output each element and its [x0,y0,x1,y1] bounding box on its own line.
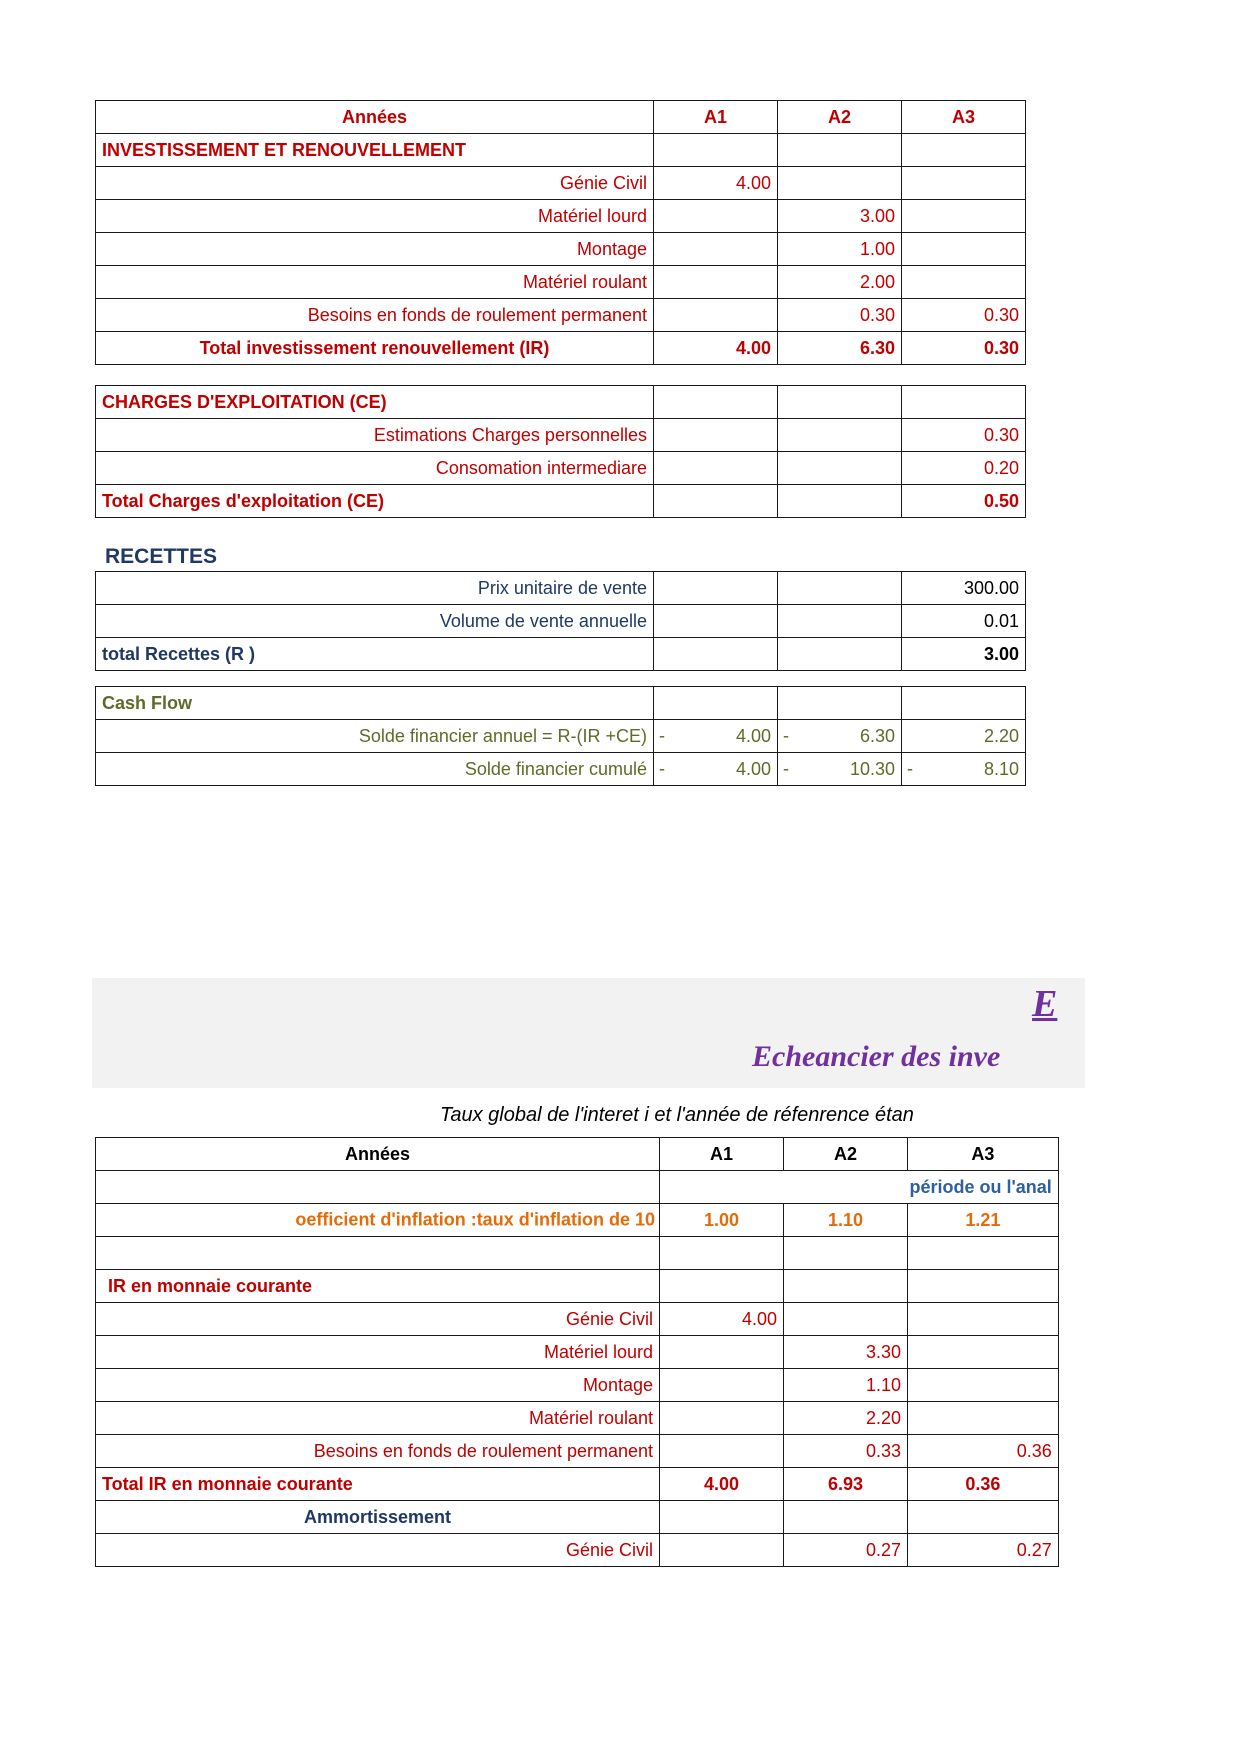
row-value-a1 [660,1336,784,1369]
row-value-a3: 0.30 [902,299,1026,332]
row-value-a1 [654,266,778,299]
row-value-a1 [654,605,778,638]
cell-empty [908,1270,1059,1303]
header-a2: A2 [778,101,902,134]
total-value-a2: 6.93 [784,1468,908,1501]
row-value-a3 [902,720,1026,753]
echeancier-banner [92,978,1085,1088]
value-text: 10.30 [849,758,895,779]
cell-empty [784,1171,908,1204]
coefficient-label [96,1204,660,1237]
row-value-a2: 1.00 [778,233,902,266]
value-text: 4.00 [735,725,771,746]
row-label: Estimations Charges personnelles [96,419,654,452]
row-label: Génie Civil [96,1534,660,1567]
row-value-a3 [908,1303,1059,1336]
cell-empty [908,1237,1059,1270]
cell-empty [778,134,902,167]
header-a1: A1 [660,1138,784,1171]
row-label: Solde financier cumulé [96,753,654,786]
row-value-a3: 0.01 [902,605,1026,638]
row-label: Volume de vente annuelle [96,605,654,638]
section-title-cash-flow: Cash Flow [96,687,654,720]
row-value-a1 [654,299,778,332]
total-value-a1: 4.00 [654,332,778,365]
table-row-total [96,1468,1059,1501]
table-row [96,1435,1059,1468]
negative-sign: - [783,758,789,779]
table-row-header [96,101,1026,134]
coefficient-a1: 1.00 [660,1204,784,1237]
row-value-a1 [654,572,778,605]
row-value-a3 [908,1369,1059,1402]
section-title-ammortissement: Ammortissement [96,1501,660,1534]
row-value-a2: 0.33 [784,1435,908,1468]
table-charges-exploitation [95,385,1026,518]
row-label: Solde financier annuel = R-(IR +CE) [96,720,654,753]
table-row-total [96,485,1026,518]
value-text: 6.30 [859,725,895,746]
section-title-recettes: RECETTES [105,545,218,568]
cell-empty [654,687,778,720]
table-cash-flow [95,686,1026,786]
value-text: 8.10 [983,758,1019,779]
row-value-a1 [654,720,778,753]
row-label: Matériel roulant [96,1402,660,1435]
row-value-a3 [908,1402,1059,1435]
taux-global-note: Taux global de l'interet i et l'année de réfenrence étan [440,1104,914,1126]
row-value-a3 [908,1336,1059,1369]
cell-empty [660,1171,784,1204]
row-label: Prix unitaire de vente [96,572,654,605]
total-value-a3: 0.36 [908,1468,1059,1501]
row-value-a1 [660,1369,784,1402]
table-row [96,1303,1059,1336]
row-value-a2 [778,167,902,200]
cell-empty [654,134,778,167]
row-value-a2 [778,452,902,485]
negative-sign: - [659,725,665,746]
negative-sign: - [659,758,665,779]
row-value-a2: 0.30 [778,299,902,332]
table-row [96,753,1026,786]
row-value-a2: 2.20 [784,1402,908,1435]
total-value-a3: 3.00 [902,638,1026,671]
header-a1: A1 [654,101,778,134]
section-title-investissement: INVESTISSEMENT ET RENOUVELLEMENT [96,134,654,167]
value-text: 4.00 [735,758,771,779]
banner-title: E [1032,983,1058,1025]
table-row [96,452,1026,485]
row-value-a2 [784,1303,908,1336]
row-value-a3: 300.00 [902,572,1026,605]
table-row-coefficient [96,1204,1059,1237]
row-label: Montage [96,233,654,266]
header-a2: A2 [784,1138,908,1171]
row-value-a2: 2.00 [778,266,902,299]
table-row [96,167,1026,200]
header-annees: Années [96,1138,660,1171]
row-value-a3 [902,266,1026,299]
table-row [96,1402,1059,1435]
row-value-a3 [902,200,1026,233]
row-value-a3: 0.36 [908,1435,1059,1468]
row-label: Génie Civil [96,1303,660,1336]
table-row [96,605,1026,638]
cell-empty [902,386,1026,419]
row-value-a1 [654,419,778,452]
section-title-ir-monnaie-courante: IR en monnaie courante [96,1270,660,1303]
table-row-header [96,1138,1059,1171]
table-row [96,266,1026,299]
banner-subtitle: Echeancier des inve [752,1040,1001,1073]
negative-sign: - [907,758,913,779]
row-value-a1: 4.00 [654,167,778,200]
coefficient-a2: 1.10 [784,1204,908,1237]
row-value-a2: 3.00 [778,200,902,233]
cell-empty [784,1237,908,1270]
row-value-a2: 1.10 [784,1369,908,1402]
section-title-charges: CHARGES D'EXPLOITATION (CE) [96,386,654,419]
total-label: Total Charges d'exploitation (CE) [96,485,654,518]
row-label: Matériel lourd [96,200,654,233]
row-value-a3 [902,753,1026,786]
row-value-a3: 0.20 [902,452,1026,485]
table-row [96,200,1026,233]
row-value-a3 [902,167,1026,200]
row-value-a3: 0.27 [908,1534,1059,1567]
row-value-a2 [778,572,902,605]
cell-empty [660,1270,784,1303]
table-recettes [95,571,1026,671]
table-row-section-title [96,1270,1059,1303]
total-label: Total investissement renouvellement (IR) [96,332,654,365]
row-value-a1 [654,753,778,786]
total-label: total Recettes (R ) [96,638,654,671]
row-value-a2: 0.27 [784,1534,908,1567]
row-label: Matériel lourd [96,1336,660,1369]
table-row [96,1336,1059,1369]
cell-empty [660,1237,784,1270]
row-label: Besoins en fonds de roulement permanent [96,299,654,332]
total-value-a3: 0.50 [902,485,1026,518]
negative-sign: - [783,725,789,746]
value-text: 2.20 [983,725,1019,746]
cell-empty [96,1171,660,1204]
table-row-total [96,332,1026,365]
table-echeancier [95,1137,1059,1567]
row-value-a1 [654,233,778,266]
table-row [96,1369,1059,1402]
total-value-a2 [778,638,902,671]
table-row-section-title [96,386,1026,419]
coefficient-label-text: oefficient d'inflation :taux d'inflation de 10 [295,1209,655,1230]
table-row [96,299,1026,332]
table-investissement [95,100,1026,365]
table-row [96,233,1026,266]
row-value-a1 [654,452,778,485]
cell-empty [778,687,902,720]
total-value-a2 [778,485,902,518]
total-value-a1 [654,638,778,671]
row-label: Génie Civil [96,167,654,200]
table-row-section-title [96,134,1026,167]
cell-empty [654,386,778,419]
cell-empty [96,1237,660,1270]
row-value-a3: 0.30 [902,419,1026,452]
total-value-a2: 6.30 [778,332,902,365]
row-label: Matériel roulant [96,266,654,299]
table-row [96,720,1026,753]
header-a3: A3 [902,101,1026,134]
cell-empty [660,1501,784,1534]
coefficient-a3: 1.21 [908,1204,1059,1237]
row-label: Consomation intermediare [96,452,654,485]
header-a3: A3 [908,1138,1059,1171]
periode-note: période ou l'anal [908,1171,1059,1204]
table-row [96,572,1026,605]
row-value-a1 [660,1435,784,1468]
row-value-a2 [778,419,902,452]
cell-empty [902,687,1026,720]
row-label: Besoins en fonds de roulement permanent [96,1435,660,1468]
total-value-a3: 0.30 [902,332,1026,365]
cell-empty [784,1270,908,1303]
row-value-a1 [660,1534,784,1567]
cell-empty [908,1501,1059,1534]
table-row [96,419,1026,452]
row-value-a3 [902,233,1026,266]
table-row-section-title [96,687,1026,720]
table-row-periode [96,1171,1059,1204]
row-value-a2: 3.30 [784,1336,908,1369]
total-label: Total IR en monnaie courante [96,1468,660,1501]
total-value-a1: 4.00 [660,1468,784,1501]
row-value-a1 [654,200,778,233]
table-row-section-title [96,1501,1059,1534]
row-value-a1: 4.00 [660,1303,784,1336]
header-annees: Années [96,101,654,134]
cell-empty [784,1501,908,1534]
row-value-a1 [660,1402,784,1435]
row-label: Montage [96,1369,660,1402]
table-row-total [96,638,1026,671]
row-value-a2 [778,720,902,753]
cell-empty [902,134,1026,167]
table-row-spacer [96,1237,1059,1270]
table-row [96,1534,1059,1567]
total-value-a1 [654,485,778,518]
row-value-a2 [778,605,902,638]
cell-empty [778,386,902,419]
row-value-a2 [778,753,902,786]
